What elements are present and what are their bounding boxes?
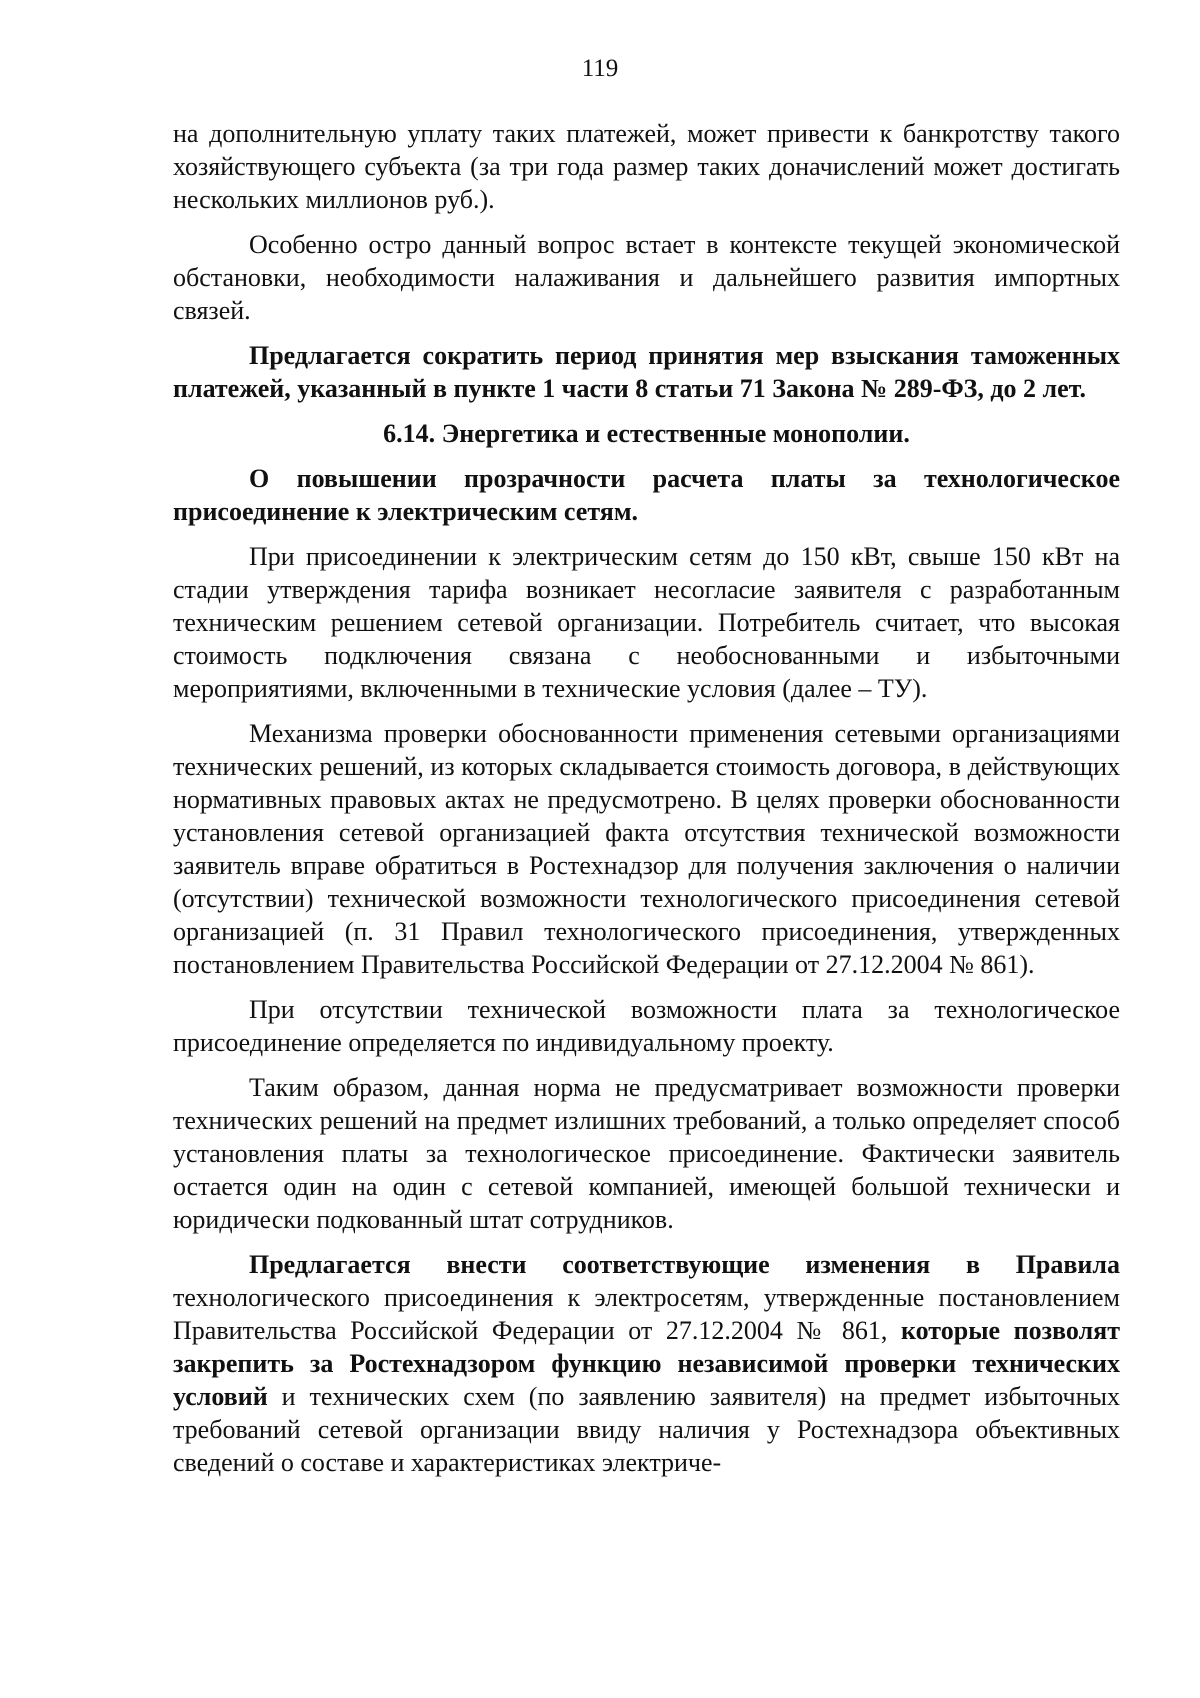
proposal-bold-part-2: которые позволят закрепить за Ростехнадзором функцию независимой проверки технических условий: [173, 1316, 1120, 1411]
paragraph-context: Особенно остро данный вопрос встает в контексте текущей экономической обстановки, необходимости налаживания и дальнейшего развития импортных связей.: [173, 230, 1120, 325]
paragraph-individual-project: При отсутствии технической возможности плата за технологическое присоединение определяется по индивидуальному проекту.: [173, 995, 1120, 1057]
proposal-text-part-2: и технических схем (по заявлению заявителя) на предмет избыточных требований сетевой организации ввиду наличия у Ростехнадзора объективных сведений о составе и характеристиках электриче-: [173, 1382, 1120, 1477]
page-body: [173, 117, 1120, 1479]
proposal-bold-part-1: Предлагается внести соответствующие изменения в Правила: [249, 1250, 1120, 1279]
paragraph-continuation: на дополнительную уплату таких платежей, может привести к банкротству такого хозяйствующего субъекта (за три года размер таких доначислений может достигать нескольких миллионов руб.).: [173, 119, 1120, 214]
paragraph-verification-mechanism: Механизма проверки обоснованности применения сетевыми организациями технических решений, из которых складывается стоимость договора, в действующих нормативных правовых актах не предусмотрено. В целях проверки обоснованности установления сетевой организацией факта отсутствия технической возможности заявитель вправе обратиться в Ростехнадзор для получения заключения о наличии (отсутствии) технической возможности технологического присоединения сетевой организацией (п. 31 Правил технологического присоединения, утвержденных постановлением Правительства Российской Федерации от 27.12.2004 № 861).: [173, 719, 1120, 979]
proposal-customs-payments: Предлагается сократить период принятия мер взыскания таможенных платежей, указанный в пункте 1 части 8 статьи 71 Закона № 289-ФЗ, до 2 лет.: [173, 341, 1120, 403]
paragraph-connection-issue: При присоединении к электрическим сетям до 150 кВт, свыше 150 кВт на стадии утверждения тарифа возникает несогласие заявителя с разработанным техническим решением сетевой организации. Потребитель считает, что высокая стоимость подключения связана с необоснованными и избыточными мероприятиями, включенными в технические условия (далее – ТУ).: [173, 542, 1120, 703]
proposal-rostekhnadzor: [173, 1248, 1120, 1479]
section-heading: 6.14. Энергетика и естественные монополии.: [383, 419, 910, 448]
proposal-text-part-1: технологического присоединения к электросетям, утвержденные постановлением Правительства Российской Федерации от 27.12.2004 № 861,: [173, 1283, 1120, 1345]
page-number: 119: [581, 55, 619, 82]
subsection-heading: О повышении прозрачности расчета платы за технологическое присоединение к электрическим сетям.: [173, 464, 1120, 526]
paragraph-conclusion: Таким образом, данная норма не предусматривает возможности проверки технических решений на предмет излишних требований, а только определяет способ установления платы за технологическое присоединение. Фактически заявитель остается один на один с сетевой компанией, имеющей большой технически и юридически подкованный штат сотрудников.: [173, 1073, 1120, 1234]
